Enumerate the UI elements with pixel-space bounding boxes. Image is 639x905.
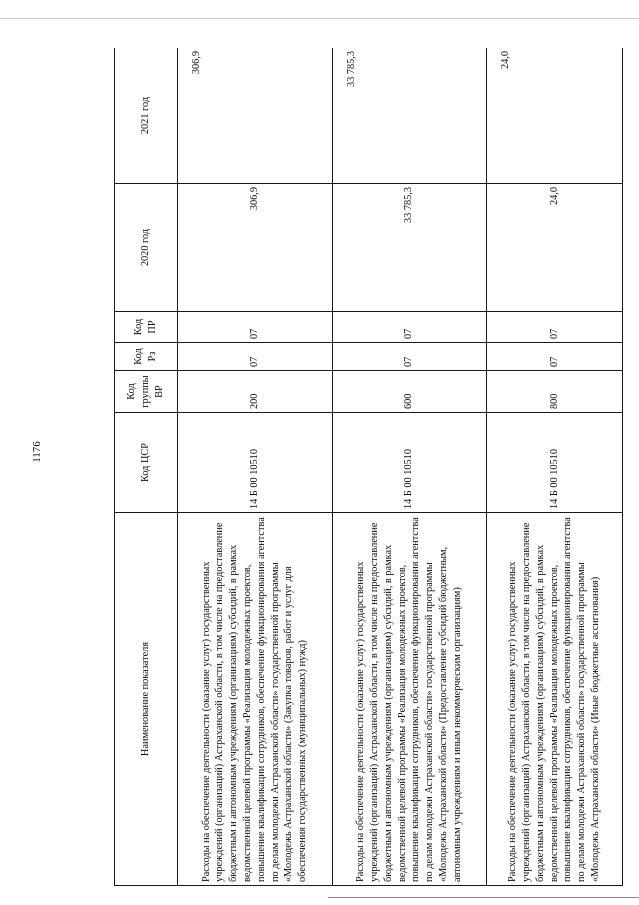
- budget-table-frame: [114, 48, 623, 886]
- row-indicator-name: Расходы на обеспечение деятельности (оказание услуг) государственных учреждений (организаций) Астраханской области, в том числе на предоставление бюджетным и автономным учреждениям (организациям) субсидий, в рамках ведомственной целевой программы «Реализация молодежных проектов, повышение квалификации сотрудников, обеспечение функционирования агентства по делам молодежи Астраханской области» государственной программы «Молодежь Астраханской области» (Иные бюджетные ассигнования): [487, 513, 623, 886]
- header-vr-group-code: Код группы ВР: [115, 371, 178, 413]
- row-rz-code: 07: [487, 343, 623, 371]
- row-indicator-name: Расходы на обеспечение деятельности (оказание услуг) государственных учреждений (организаций) Астраханской области, в том числе на предоставление бюджетным и автономным учреждениям (организациям) субсидий, в рамках ведомственной целевой программы «Реализация молодежных проектов, повышение квалификации сотрудников, обеспечение функционирования агентства по делам молодежи Астраханской области» государственной программы «Молодежь Астраханской области» (Предоставление субсидий бюджетным, автономным учреждениям и иным некоммерческим организациям): [332, 513, 487, 886]
- table-row: [332, 48, 487, 886]
- row-vr-code: 600: [332, 371, 487, 413]
- table-row: [487, 48, 623, 886]
- page-number: 1176: [31, 441, 43, 463]
- scan-edge-top: [0, 18, 639, 19]
- table-header-row: [115, 48, 178, 886]
- row-rz-code: 07: [178, 343, 333, 371]
- row-vr-code: 200: [178, 371, 333, 413]
- row-value-2020: 306,9: [178, 184, 333, 312]
- header-rz-code: Код Рз: [115, 343, 178, 371]
- scan-edge-bottom: [328, 897, 639, 898]
- header-year-2021: 2021 год: [115, 48, 178, 184]
- row-value-2021: 24,0: [487, 48, 623, 184]
- row-pr-code: 07: [332, 312, 487, 343]
- row-pr-code: 07: [487, 312, 623, 343]
- table-row: [178, 48, 333, 886]
- row-value-2020: 33 785,3: [332, 184, 487, 312]
- row-csr-code: 14 Б 00 10510: [487, 413, 623, 513]
- row-value-2021: 306,9: [178, 48, 333, 184]
- header-year-2020: 2020 год: [115, 184, 178, 312]
- row-pr-code: 07: [178, 312, 333, 343]
- row-csr-code: 14 Б 00 10510: [332, 413, 487, 513]
- header-indicator-name: Наименование показателя: [115, 513, 178, 886]
- row-indicator-name: Расходы на обеспечение деятельности (оказание услуг) государственных учреждений (организаций) Астраханской области, в том числе на предоставление бюджетным и автономным учреждениям (организациям) субсидий, в рамках ведомственной целевой программы «Реализация молодежных проектов, повышение квалификации сотрудников, обеспечение функционирования агентства по делам молодежи Астраханской области» государственной программы «Молодежь Астраханской области» (Закупка товаров, работ и услуг для обеспечения государственных (муниципальных) нужд): [178, 513, 333, 886]
- rotated-landscape-page: [114, 48, 623, 886]
- row-value-2020: 24,0: [487, 184, 623, 312]
- header-csr-code: Код ЦСР: [115, 413, 178, 513]
- row-rz-code: 07: [332, 343, 487, 371]
- row-vr-code: 800: [487, 371, 623, 413]
- header-pr-code: Код ПР: [115, 312, 178, 343]
- budget-table: [114, 48, 623, 886]
- row-value-2021: 33 785,3: [332, 48, 487, 184]
- row-csr-code: 14 Б 00 10510: [178, 413, 333, 513]
